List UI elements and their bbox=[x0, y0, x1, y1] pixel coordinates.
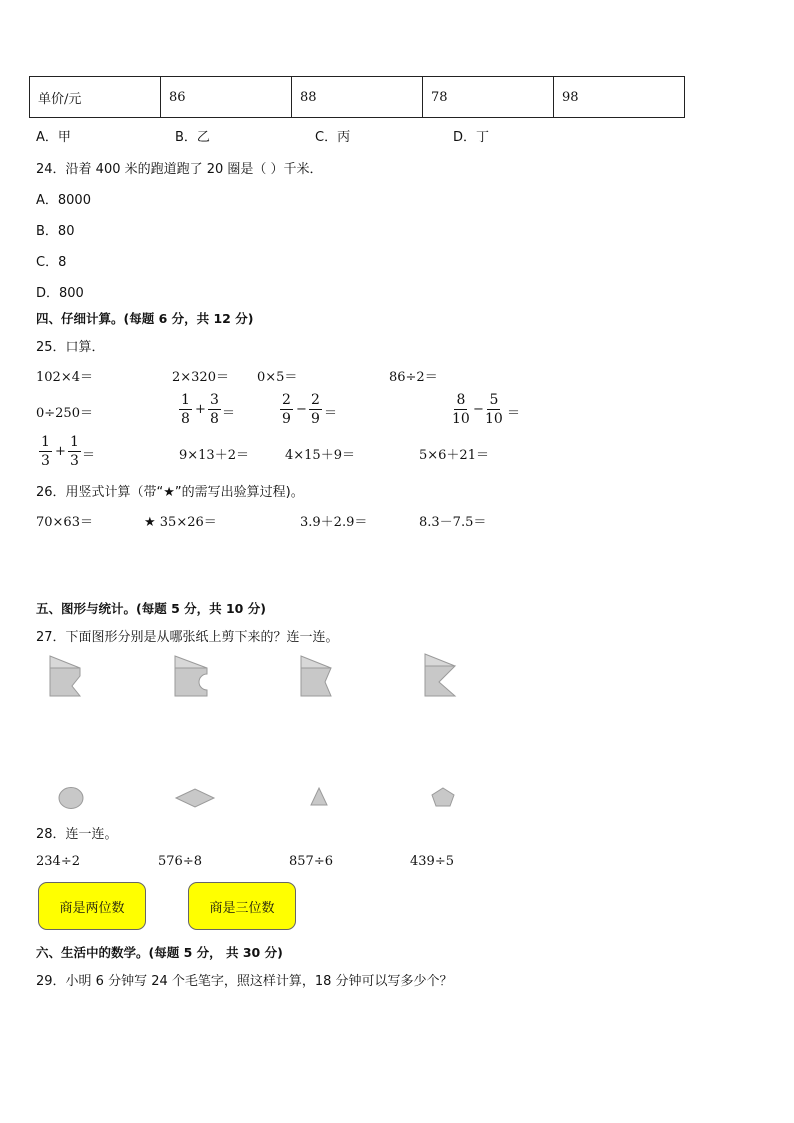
q25-expr: 0÷250＝ bbox=[36, 406, 93, 421]
q26-expr: 8.3－7.5＝ bbox=[419, 515, 487, 530]
q24-option-a: A．8000 bbox=[36, 193, 91, 208]
operator: − bbox=[473, 402, 484, 417]
section-6-title: 六、生活中的数学。(每题 5 分， 共 30 分) bbox=[36, 945, 283, 960]
q28-expr: 439÷5 bbox=[410, 854, 454, 869]
q26-title: 26．用竖式计算（带“★”的需写出验算过程)。 bbox=[36, 485, 304, 500]
denominator: 9 bbox=[282, 411, 291, 427]
table-cell: 88 bbox=[292, 77, 423, 118]
numerator: 5 bbox=[489, 392, 499, 408]
denominator: 10 bbox=[485, 411, 503, 427]
fraction bbox=[39, 435, 52, 468]
q26-expr: 3.9＋2.9＝ bbox=[300, 515, 368, 530]
fraction bbox=[68, 435, 81, 468]
q28-expr: 234÷2 bbox=[36, 854, 80, 869]
price-table bbox=[29, 76, 685, 118]
fraction bbox=[485, 393, 503, 426]
table-cell: 78 bbox=[423, 77, 554, 118]
fraction bbox=[309, 393, 322, 426]
q25-expr: 86÷2＝ bbox=[389, 370, 438, 385]
fraction bbox=[208, 393, 221, 426]
numerator: 1 bbox=[181, 392, 190, 408]
numerator: 1 bbox=[70, 434, 79, 450]
q23-option-d: D．丁 bbox=[453, 130, 490, 145]
folded-paper-3-image bbox=[291, 650, 341, 700]
fraction bbox=[280, 393, 293, 426]
denominator: 9 bbox=[311, 411, 320, 427]
folded-paper-4-image bbox=[415, 650, 465, 700]
table-row bbox=[30, 77, 685, 118]
q25-expr: 9×13＋2＝ bbox=[179, 448, 249, 463]
q26-expr-starred: ★ 35×26＝ bbox=[144, 515, 217, 530]
q23-option-a: A．甲 bbox=[36, 130, 71, 145]
numerator: 2 bbox=[311, 392, 320, 408]
q26-expr: 70×63＝ bbox=[36, 515, 93, 530]
q29-question: 29．小明 6 分钟写 24 个毛笔字，照这样计算，18 分钟可以写多少个？ bbox=[36, 974, 453, 989]
equals: ＝ bbox=[222, 406, 236, 421]
q28-title: 28．连一连。 bbox=[36, 827, 118, 842]
callout-three-digit-quotient: 商是三位数 bbox=[188, 882, 296, 930]
equals: ＝ bbox=[82, 448, 96, 463]
table-cell: 98 bbox=[554, 77, 685, 118]
circle-shape-image bbox=[55, 785, 87, 813]
equals: ＝ bbox=[324, 406, 338, 421]
table-cell: 86 bbox=[161, 77, 292, 118]
q28-expr: 857÷6 bbox=[289, 854, 333, 869]
equals: ＝ bbox=[507, 406, 521, 421]
q24-question: 24．沿着 400 米的跑道跑了 20 圈是（ ）千米． bbox=[36, 162, 323, 177]
denominator: 10 bbox=[452, 411, 470, 427]
table-row-label: 单价/元 bbox=[30, 77, 161, 118]
denominator: 3 bbox=[70, 453, 79, 469]
denominator: 3 bbox=[41, 453, 50, 469]
operator: + bbox=[195, 402, 206, 417]
denominator: 8 bbox=[210, 411, 219, 427]
pentagon-shape-image bbox=[429, 785, 457, 809]
q27-title: 27．下面图形分别是从哪张纸上剪下来的？连一连。 bbox=[36, 630, 339, 645]
numerator: 1 bbox=[41, 434, 50, 450]
q24-option-b: B．80 bbox=[36, 224, 75, 239]
q28-expr: 576÷8 bbox=[158, 854, 202, 869]
denominator: 8 bbox=[181, 411, 190, 427]
numerator: 2 bbox=[282, 392, 291, 408]
fraction bbox=[452, 393, 470, 426]
q25-expr: 0×5＝ bbox=[257, 370, 298, 385]
callout-two-digit-quotient: 商是两位数 bbox=[38, 882, 146, 930]
fraction bbox=[179, 393, 192, 426]
q24-option-c: C．8 bbox=[36, 255, 67, 270]
folded-paper-1-image bbox=[40, 650, 90, 700]
section-5-title: 五、图形与统计。(每题 5 分，共 10 分) bbox=[36, 601, 266, 616]
q23-option-c: C．丙 bbox=[315, 130, 351, 145]
operator: − bbox=[296, 402, 307, 417]
q25-title: 25．口算． bbox=[36, 340, 105, 355]
q23-option-b: B．乙 bbox=[175, 130, 210, 145]
rhombus-shape-image bbox=[173, 786, 217, 810]
numerator: 8 bbox=[456, 392, 466, 408]
q25-expr: 5×6＋21＝ bbox=[419, 448, 489, 463]
triangle-shape-image bbox=[308, 785, 330, 809]
section-4-title: 四、仔细计算。(每题 6 分，共 12 分) bbox=[36, 311, 254, 326]
folded-paper-2-image bbox=[165, 650, 215, 700]
operator: + bbox=[55, 444, 66, 459]
q25-expr: 2×320＝ bbox=[172, 370, 229, 385]
q24-option-d: D．800 bbox=[36, 286, 84, 301]
q25-expr: 4×15＋9＝ bbox=[285, 448, 355, 463]
q25-expr: 102×4＝ bbox=[36, 370, 93, 385]
numerator: 3 bbox=[210, 392, 219, 408]
